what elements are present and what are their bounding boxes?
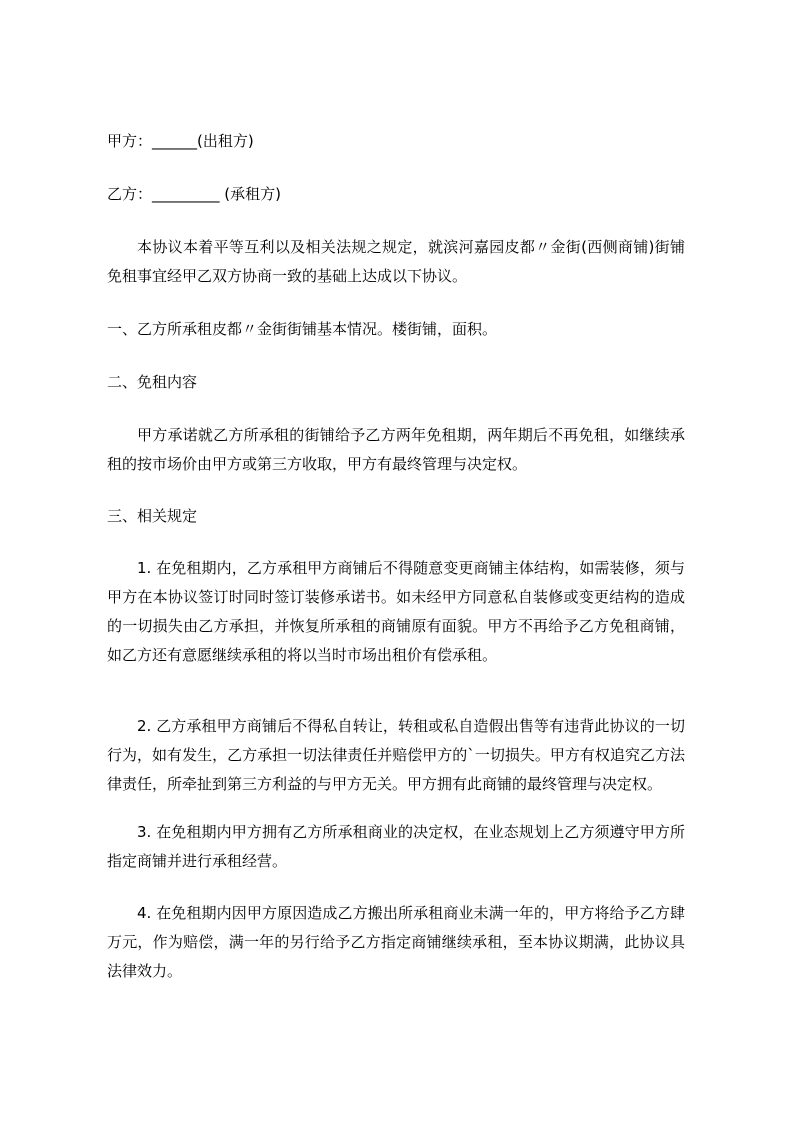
intro-paragraph: 本协议本着平等互利以及相关法规之规定，就滨河嘉园皮都〃金街(西侧商铺)街铺免租事宜经甲乙双方协商一致的基础上达成以下协议。 [107,238,685,285]
clause-2-paragraph: 2. 乙方承租甲方商铺后不得私自转让，转租或私自造假出售等有违背此协议的一切行为，如有发生，乙方承担一切法律责任并赔偿甲方的`一切损失。甲方有权追究乙方法律责任，所牵扯到第三方利益的与甲方无关。甲方拥有此商铺的最终管理与决定权。 [107,717,685,793]
clause-4-paragraph: 4. 在免租期内因甲方原因造成乙方搬出所承租商业未满一年的，甲方将给予乙方肆万元，作为赔偿，满一年的另行给予乙方指定商铺继续承租，至本协议期满，此协议具法律效力。 [107,904,685,980]
party-a-line: 甲方：______(出租方) [107,132,254,150]
clause-1-paragraph: 1. 在免租期内，乙方承租甲方商铺后不得随意变更商铺主体结构，如需装修，须与甲方在本协议签订时同时签订装修承诺书。如未经甲方同意私自装修或变更结构的造成的一切损失由乙方承担，并恢复所承租的商铺原有面貌。甲方不再给予乙方免租商铺，如乙方还有意愿继续承租的将以当时市场出租价有偿承租。 [107,559,685,664]
clause-3-paragraph: 3. 在免租期内甲方拥有乙方所承租商业的决定权，在业态规划上乙方须遵守甲方所指定商铺并进行承租经营。 [107,823,685,870]
section-3-heading: 三、相关规定 [107,507,198,525]
section-2-body: 甲方承诺就乙方所承租的街铺给予乙方两年免租期，两年期后不再免租，如继续承租的按市场价由甲方或第三方收取，甲方有最终管理与决定权。 [107,426,685,473]
section-1-paragraph: 一、乙方所承租皮都〃金街街铺基本情况。楼街铺，面积。 [107,320,498,338]
party-b-line: 乙方：_________ (承租方) [107,185,281,203]
section-2-heading: 二、免租内容 [107,373,198,391]
